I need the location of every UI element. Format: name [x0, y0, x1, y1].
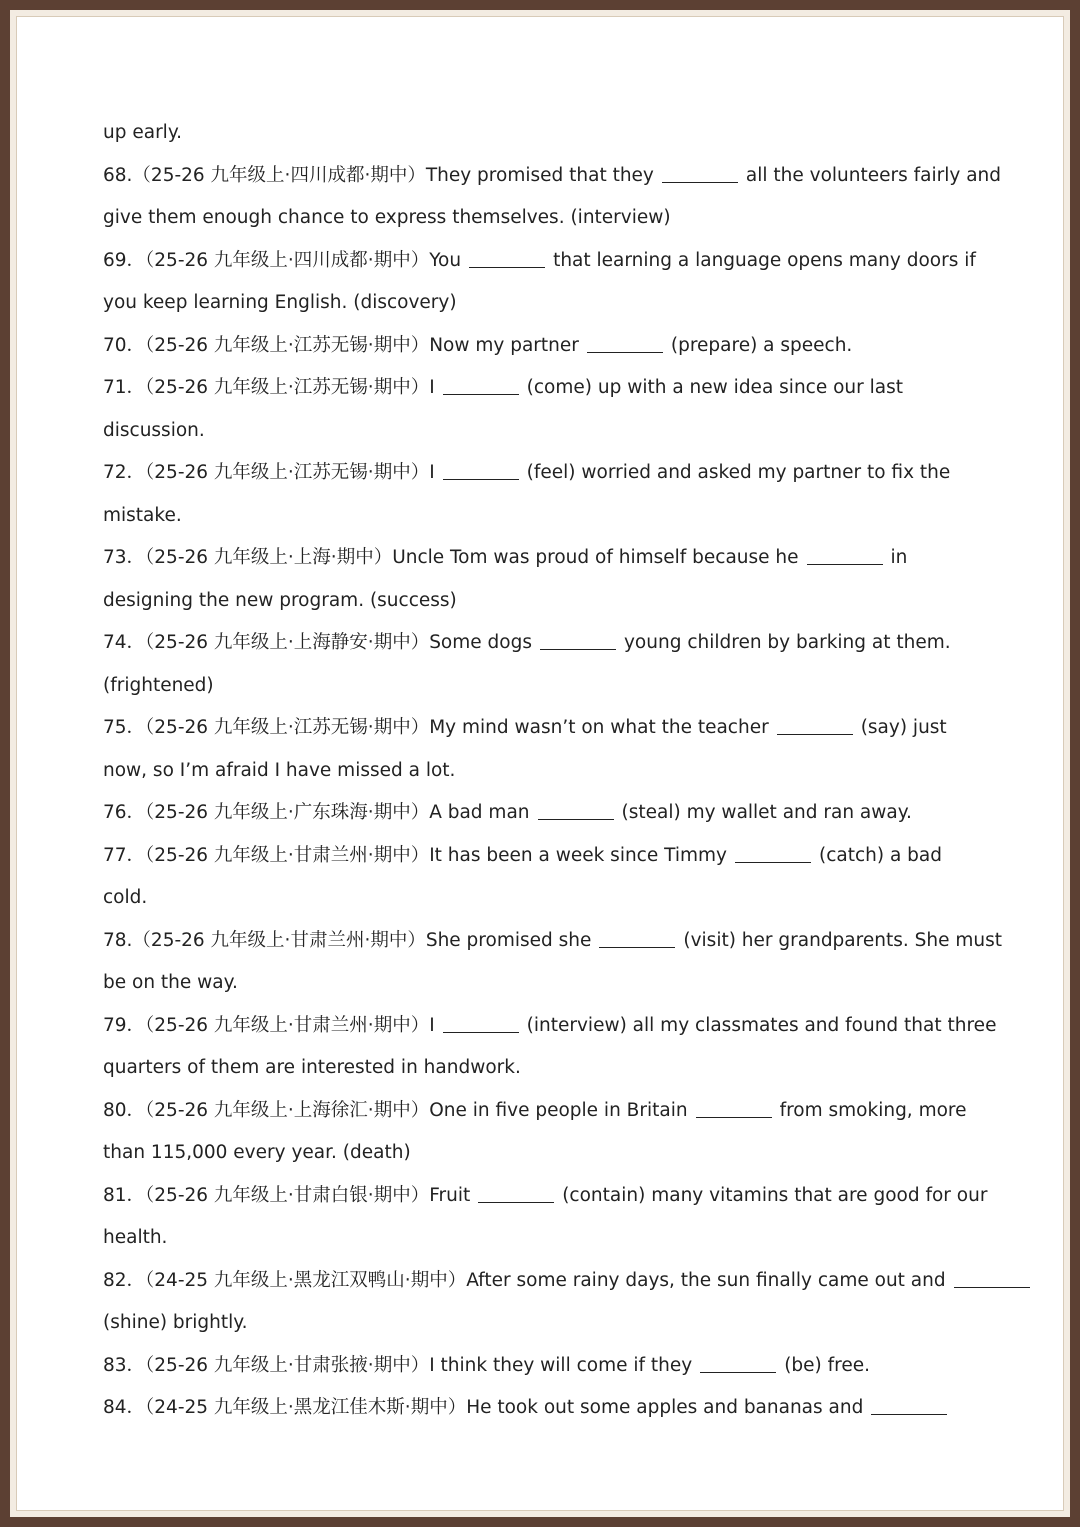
line-text: (shine) brightly. [103, 1312, 248, 1333]
line-text: (come) up with a new idea since our last [526, 377, 903, 398]
answer-blank[interactable] [587, 351, 663, 353]
line-text: give them enough chance to express themselves. (interview) [103, 207, 671, 228]
text-line [103, 1345, 993, 1388]
text-line [103, 112, 993, 155]
line-text: designing the new program. (success) [103, 589, 457, 611]
line-text: 68.（25-26 九年级上·四川成都·期中）They promised that they [103, 164, 654, 186]
answer-blank[interactable] [700, 1371, 776, 1373]
line-text: (prepare) a speech. [670, 334, 853, 356]
text-line [103, 1260, 993, 1303]
line-text: young children by barking at them. [623, 632, 951, 653]
answer-blank[interactable] [599, 946, 675, 948]
line-text: (contain) many vitamins that are good for our [562, 1184, 988, 1206]
line-text: quarters of them are interested in handwork. [103, 1057, 521, 1078]
line-text: now, so I’m afraid I have missed a lot. [103, 759, 456, 781]
text-line [103, 1090, 993, 1133]
answer-blank[interactable] [443, 1031, 519, 1033]
text-line [103, 282, 993, 325]
text-line [103, 155, 1001, 198]
text-line [103, 920, 1002, 963]
line-text: (be) free. [784, 1354, 871, 1376]
text-line [103, 1217, 993, 1260]
line-text: 69．（25-26 九年级上·四川成都·期中）You [103, 249, 462, 271]
text-line [103, 1175, 993, 1218]
line-text: in [890, 547, 908, 568]
line-text: from smoking, more [779, 1099, 967, 1121]
text-line [103, 665, 993, 708]
answer-blank[interactable] [662, 181, 738, 183]
answer-blank[interactable] [735, 861, 811, 863]
line-text: discussion. [103, 419, 205, 441]
text-line [103, 495, 993, 538]
line-text: (visit) her grandparents. She must [683, 929, 1002, 951]
answer-blank[interactable] [478, 1201, 554, 1203]
answer-blank[interactable] [696, 1116, 772, 1118]
line-text: 78.（25-26 九年级上·甘肃兰州·期中）She promised she [103, 929, 592, 951]
answer-blank[interactable] [443, 393, 519, 395]
answer-blank[interactable] [807, 563, 883, 565]
line-text: (frightened) [103, 674, 214, 696]
text-line [103, 240, 993, 283]
exercise-list [103, 112, 1002, 1430]
text-line [103, 197, 993, 240]
line-text: 77．（25-26 九年级上·甘肃兰州·期中）It has been a week since Timmy [103, 844, 727, 866]
line-text: 74．（25-26 九年级上·上海静安·期中）Some dogs [103, 632, 532, 653]
line-text: health. [103, 1227, 168, 1248]
line-text: 79．（25-26 九年级上·甘肃兰州·期中）I [103, 1014, 435, 1036]
text-line [103, 410, 993, 453]
line-text: 75．（25-26 九年级上·江苏无锡·期中）My mind wasn’t on what the teacher [103, 717, 769, 738]
text-line [103, 537, 993, 580]
line-text: 70．（25-26 九年级上·江苏无锡·期中）Now my partner [103, 334, 579, 356]
answer-blank[interactable] [871, 1413, 947, 1415]
text-line [103, 452, 993, 495]
line-text: 80．（25-26 九年级上·上海徐汇·期中）One in five people in Britain [103, 1099, 688, 1121]
line-text: be on the way. [103, 972, 238, 993]
line-text: you keep learning English. (discovery) [103, 292, 457, 313]
text-line [103, 580, 993, 623]
line-text: 84．（24-25 九年级上·黑龙江佳木斯·期中）He took out some apples and bananas and [103, 1397, 864, 1418]
line-text: that learning a language opens many doors if [553, 249, 976, 271]
text-line [103, 707, 993, 750]
line-text: (interview) all my classmates and found that three [526, 1014, 997, 1036]
text-line [103, 1047, 993, 1090]
text-line [103, 622, 993, 665]
line-text: (catch) a bad [818, 844, 942, 866]
line-text: 81．（25-26 九年级上·甘肃白银·期中）Fruit [103, 1184, 471, 1206]
text-line [103, 877, 993, 920]
text-line [103, 325, 993, 368]
answer-blank[interactable] [443, 478, 519, 480]
text-line [103, 1302, 993, 1345]
line-text: cold. [103, 887, 148, 908]
page-frame [10, 10, 1070, 1517]
text-line [103, 792, 993, 835]
line-text: (say) just [860, 717, 947, 738]
text-line [103, 835, 993, 878]
line-text: mistake. [103, 504, 182, 526]
line-text: than 115,000 every year. (death) [103, 1142, 411, 1163]
text-line [103, 962, 993, 1005]
text-line [103, 1132, 993, 1175]
document-page [16, 16, 1064, 1511]
text-line [103, 367, 993, 410]
line-text: up early. [103, 122, 183, 143]
line-text: (feel) worried and asked my partner to fix the [526, 462, 951, 483]
line-text: 72．（25-26 九年级上·江苏无锡·期中）I [103, 462, 435, 483]
line-text: 71．（25-26 九年级上·江苏无锡·期中）I [103, 377, 435, 398]
answer-blank[interactable] [954, 1286, 1030, 1288]
answer-blank[interactable] [538, 818, 614, 820]
answer-blank[interactable] [540, 648, 616, 650]
answer-blank[interactable] [469, 266, 545, 268]
line-text: (steal) my wallet and ran away. [621, 802, 912, 823]
line-text: 73．（25-26 九年级上·上海·期中）Uncle Tom was proud of himself because he [103, 547, 799, 568]
text-line [103, 1387, 993, 1430]
line-text: 76．（25-26 九年级上·广东珠海·期中）A bad man [103, 802, 530, 823]
line-text: all the volunteers fairly and [745, 164, 1001, 186]
text-line [103, 750, 993, 793]
answer-blank[interactable] [777, 733, 853, 735]
text-line [103, 1005, 997, 1048]
line-text: 83．（25-26 九年级上·甘肃张掖·期中）I think they will come if they [103, 1354, 693, 1376]
line-text: 82．（24-25 九年级上·黑龙江双鸭山·期中）After some rainy days, the sun finally came out and [103, 1269, 946, 1291]
